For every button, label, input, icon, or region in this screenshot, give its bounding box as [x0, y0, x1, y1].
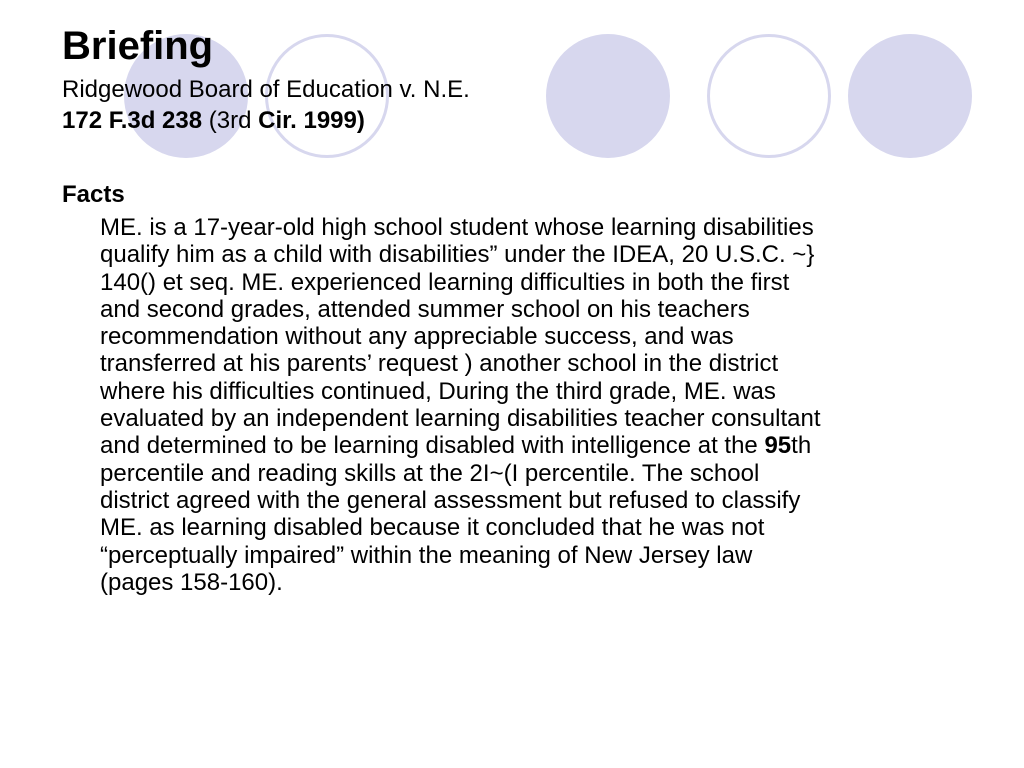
- facts-line: qualify him as a child with disabilities” under the IDEA, 20 U.S.C. ~}: [100, 241, 815, 269]
- facts-line: transferred at his parents’ request ) another school in the district: [100, 350, 779, 378]
- facts-line: “perceptually impaired” within the meaning of New Jersey law: [100, 541, 753, 569]
- case-citation: [62, 107, 762, 135]
- citation-reporter: 172 F.3d 238: [62, 107, 203, 134]
- facts-line-text: th: [791, 432, 812, 460]
- facts-line: evaluated by an independent learning disabilities teacher consultant: [100, 405, 821, 433]
- facts-line: where his difficulties continued, During the third grade, ME. was: [100, 377, 776, 405]
- facts-line: recommendation without any appreciable success, and was: [100, 323, 734, 351]
- content-area: [62, 180, 962, 596]
- facts-line: [100, 432, 966, 459]
- facts-line: district agreed with the general assessment but refused to classify: [100, 486, 801, 514]
- facts-line: 140() et seq. ME. experienced learning difficulties in both the first: [100, 268, 790, 296]
- facts-line: (pages 158-160).: [100, 568, 283, 596]
- facts-line-text: and determined to be learning disabled with intelligence at the: [100, 432, 765, 460]
- decorative-circle-filled: [848, 34, 972, 158]
- facts-line: ME. is a 17-year-old high school student whose learning disabilities: [100, 214, 814, 241]
- title-block: [62, 22, 762, 135]
- facts-paragraph: [100, 214, 966, 596]
- facts-line: ME. as learning disabled because it concluded that he was not: [100, 514, 765, 542]
- facts-bold-number: 95: [764, 432, 792, 460]
- citation-court-suffix: Cir. 1999): [258, 107, 365, 134]
- slide-title: Briefing: [62, 24, 214, 68]
- facts-line: percentile and reading skills at the 2I~(I percentile. The school: [100, 459, 760, 487]
- facts-line: and second grades, attended summer school on his teachers: [100, 295, 750, 323]
- case-name: Ridgewood Board of Education v. N.E.: [62, 76, 470, 103]
- section-heading-facts: Facts: [62, 181, 125, 208]
- citation-court-prefix: (3rd: [202, 107, 259, 134]
